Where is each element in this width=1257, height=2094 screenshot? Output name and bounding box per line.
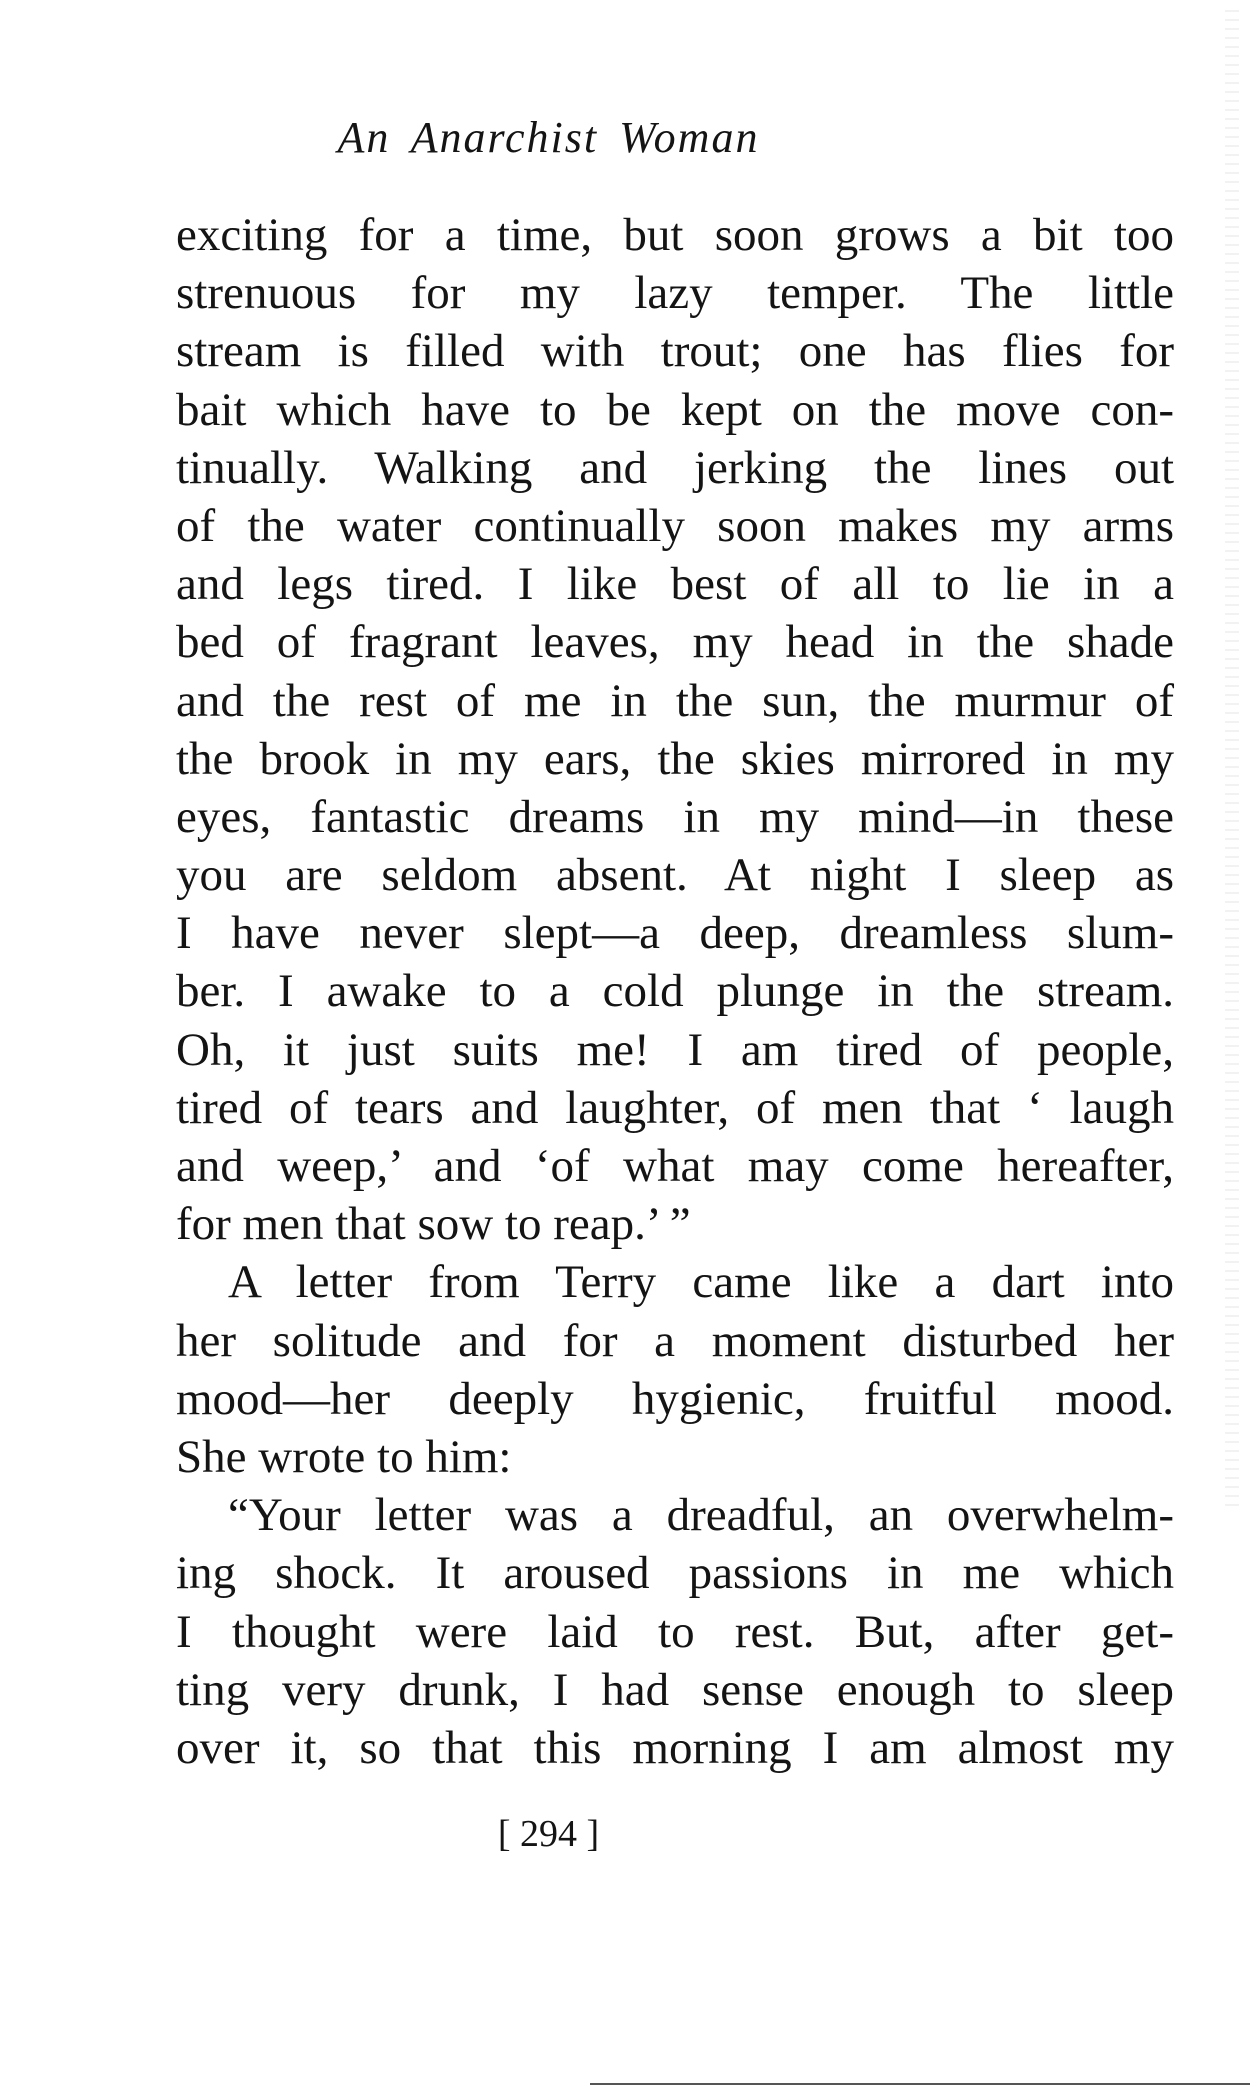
text-line: She wrote to him: xyxy=(176,1430,512,1483)
text-line: tinually. Walking and jerking the lines out xyxy=(176,441,1174,494)
text-line: exciting for a time, but soon grows a bit too xyxy=(176,209,1174,261)
text-line: and legs tired. I like best of all to lie in a xyxy=(176,558,1174,611)
text-line: bed of fragrant leaves, my head in the shade xyxy=(176,616,1174,669)
text-line: eyes, fantastic dreams in my mind—in these xyxy=(176,790,1174,843)
text-line: and the rest of me in the sun, the murmur of xyxy=(176,674,1174,727)
text-line: over it, so that this morning I am almost my xyxy=(176,1721,1174,1774)
bottom-edge-line xyxy=(590,2083,1250,2085)
text-line: A letter from Terry came like a dart into xyxy=(228,1256,1174,1309)
body-text xyxy=(176,206,1174,1777)
text-line: her solitude and for a moment disturbed her xyxy=(176,1314,1174,1367)
text-line: and weep,’ and ‘of what may come hereafter, xyxy=(176,1140,1174,1192)
text-line: ber. I awake to a cold plunge in the stream. xyxy=(176,965,1174,1018)
text-line: of the water continually soon makes my arms xyxy=(176,499,1174,552)
text-line: stream is filled with trout; one has flies for xyxy=(176,325,1174,378)
text-line: I have never slept—a deep, dreamless slum- xyxy=(176,907,1174,960)
text-line: ing shock. It aroused passions in me which xyxy=(176,1547,1174,1600)
text-line: “Your letter was a dreadful, an overwhelm- xyxy=(228,1489,1174,1542)
text-line: the brook in my ears, the skies mirrored in my xyxy=(176,732,1174,785)
page-number: [ 294 ] xyxy=(497,1813,600,1855)
text-line: for men that sow to reap.’ ” xyxy=(176,1198,691,1251)
running-head: An Anarchist Woman xyxy=(337,113,760,162)
text-line: mood—her deeply hygienic, fruitful mood. xyxy=(176,1372,1174,1425)
text-line: strenuous for my lazy temper. The little xyxy=(176,267,1174,320)
text-line: I thought were laid to rest. But, after get- xyxy=(176,1605,1174,1658)
page-edge-shadow xyxy=(1225,10,1239,1510)
text-line: bait which have to be kept on the move con- xyxy=(176,383,1174,436)
text-line: you are seldom absent. At night I sleep as xyxy=(176,849,1174,902)
text-line: ting very drunk, I had sense enough to sleep xyxy=(176,1663,1174,1716)
text-line: tired of tears and laughter, of men that ‘ laugh xyxy=(176,1081,1174,1134)
text-line: Oh, it just suits me! I am tired of people, xyxy=(176,1023,1174,1076)
